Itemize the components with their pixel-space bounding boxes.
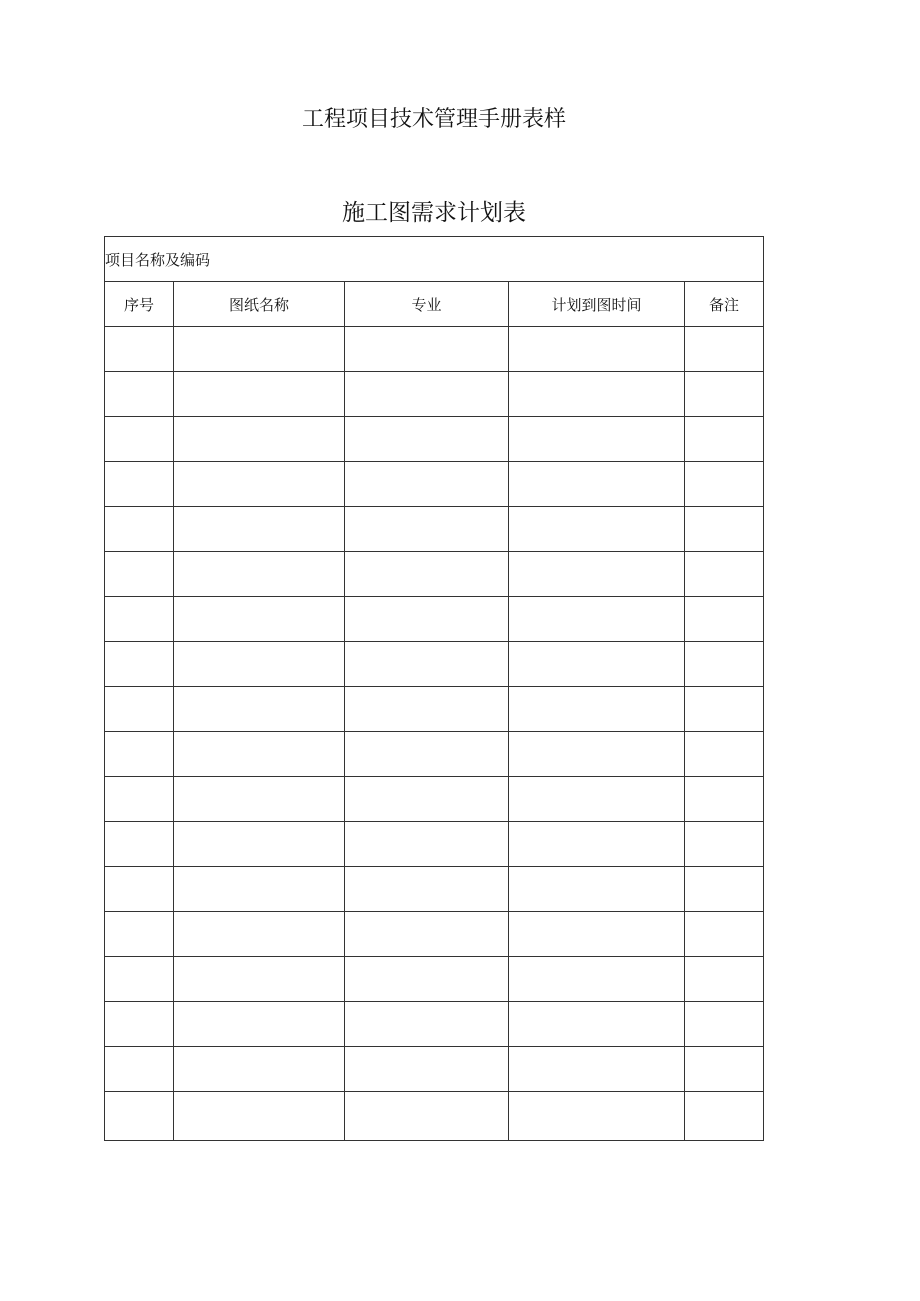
table-row (105, 687, 764, 732)
discipline-cell[interactable] (345, 867, 509, 912)
remarks-cell[interactable] (685, 1047, 764, 1092)
planned-date-cell[interactable] (509, 912, 685, 957)
discipline-cell[interactable] (345, 597, 509, 642)
remarks-cell[interactable] (685, 327, 764, 372)
remarks-cell[interactable] (685, 417, 764, 462)
drawing-name-cell[interactable] (174, 867, 345, 912)
planned-date-cell[interactable] (509, 372, 685, 417)
table-row (105, 417, 764, 462)
index-cell[interactable] (105, 1092, 174, 1141)
table-row (105, 462, 764, 507)
index-cell[interactable] (105, 777, 174, 822)
index-cell[interactable] (105, 462, 174, 507)
form-title: 施工图需求计划表 (342, 200, 526, 226)
project-row (105, 237, 764, 282)
project-name-cell[interactable]: 项目名称及编码 (105, 237, 764, 282)
column-header-discipline: 专业 (345, 282, 509, 327)
discipline-cell[interactable] (345, 777, 509, 822)
table-row (105, 1002, 764, 1047)
document-title: 工程项目技术管理手册表样 (301, 107, 566, 132)
drawing-name-cell[interactable] (174, 507, 345, 552)
discipline-cell[interactable] (345, 327, 509, 372)
index-cell[interactable] (105, 372, 174, 417)
planned-date-cell[interactable] (509, 777, 685, 822)
index-cell[interactable] (105, 1047, 174, 1092)
planned-date-cell[interactable] (509, 552, 685, 597)
planned-date-cell[interactable] (509, 327, 685, 372)
table-row (105, 327, 764, 372)
discipline-cell[interactable] (345, 957, 509, 1002)
discipline-cell[interactable] (345, 1002, 509, 1047)
table-row (105, 822, 764, 867)
discipline-cell[interactable] (345, 822, 509, 867)
index-cell[interactable] (105, 597, 174, 642)
index-cell[interactable] (105, 417, 174, 462)
planned-date-cell[interactable] (509, 1002, 685, 1047)
discipline-cell[interactable] (345, 1092, 509, 1141)
drawing-name-cell[interactable] (174, 1047, 345, 1092)
drawing-name-cell[interactable] (174, 372, 345, 417)
table-row (105, 732, 764, 777)
table-row (105, 642, 764, 687)
planned-date-cell[interactable] (509, 1092, 685, 1141)
planned-date-cell[interactable] (509, 462, 685, 507)
index-cell[interactable] (105, 732, 174, 777)
planned-date-cell[interactable] (509, 417, 685, 462)
remarks-cell[interactable] (685, 552, 764, 597)
planned-date-cell[interactable] (509, 732, 685, 777)
drawing-name-cell[interactable] (174, 822, 345, 867)
drawing-name-cell[interactable] (174, 327, 345, 372)
discipline-cell[interactable] (345, 417, 509, 462)
table-header-row (105, 282, 764, 327)
discipline-cell[interactable] (345, 1047, 509, 1092)
drawing-demand-table (104, 236, 764, 1141)
remarks-cell[interactable] (685, 1092, 764, 1141)
discipline-cell[interactable] (345, 687, 509, 732)
remarks-cell[interactable] (685, 597, 764, 642)
column-header-planned-date: 计划到图时间 (509, 282, 685, 327)
index-cell[interactable] (105, 957, 174, 1002)
index-cell[interactable] (105, 1002, 174, 1047)
column-header-index: 序号 (105, 282, 174, 327)
remarks-cell[interactable] (685, 957, 764, 1002)
index-cell[interactable] (105, 912, 174, 957)
planned-date-cell[interactable] (509, 822, 685, 867)
discipline-cell[interactable] (345, 462, 509, 507)
drawing-name-cell[interactable] (174, 687, 345, 732)
planned-date-cell[interactable] (509, 867, 685, 912)
remarks-cell[interactable] (685, 1002, 764, 1047)
remarks-cell[interactable] (685, 507, 764, 552)
table-row (105, 1047, 764, 1092)
drawing-name-cell[interactable] (174, 1092, 345, 1141)
table-body (105, 237, 764, 1141)
remarks-cell[interactable] (685, 822, 764, 867)
discipline-cell[interactable] (345, 732, 509, 777)
table-row (105, 372, 764, 417)
table-row (105, 912, 764, 957)
column-header-remarks: 备注 (685, 282, 764, 327)
discipline-cell[interactable] (345, 507, 509, 552)
planned-date-cell[interactable] (509, 1047, 685, 1092)
planned-date-cell[interactable] (509, 642, 685, 687)
index-cell[interactable] (105, 642, 174, 687)
table-row (105, 552, 764, 597)
index-cell[interactable] (105, 687, 174, 732)
drawing-name-cell[interactable] (174, 417, 345, 462)
drawing-name-cell[interactable] (174, 552, 345, 597)
index-cell[interactable] (105, 327, 174, 372)
table-row (105, 867, 764, 912)
remarks-cell[interactable] (685, 867, 764, 912)
table-row (105, 597, 764, 642)
remarks-cell[interactable] (685, 642, 764, 687)
drawing-name-cell[interactable] (174, 732, 345, 777)
drawing-name-cell[interactable] (174, 597, 345, 642)
index-cell[interactable] (105, 822, 174, 867)
planned-date-cell[interactable] (509, 687, 685, 732)
remarks-cell[interactable] (685, 912, 764, 957)
drawing-name-cell[interactable] (174, 912, 345, 957)
index-cell[interactable] (105, 552, 174, 597)
drawing-name-cell[interactable] (174, 462, 345, 507)
remarks-cell[interactable] (685, 732, 764, 777)
planned-date-cell[interactable] (509, 507, 685, 552)
remarks-cell[interactable] (685, 687, 764, 732)
discipline-cell[interactable] (345, 912, 509, 957)
table-row (105, 507, 764, 552)
discipline-cell[interactable] (345, 372, 509, 417)
drawing-name-cell[interactable] (174, 957, 345, 1002)
index-cell[interactable] (105, 507, 174, 552)
planned-date-cell[interactable] (509, 597, 685, 642)
drawing-name-cell[interactable] (174, 1002, 345, 1047)
remarks-cell[interactable] (685, 777, 764, 822)
discipline-cell[interactable] (345, 642, 509, 687)
remarks-cell[interactable] (685, 462, 764, 507)
remarks-cell[interactable] (685, 372, 764, 417)
index-cell[interactable] (105, 867, 174, 912)
discipline-cell[interactable] (345, 552, 509, 597)
drawing-name-cell[interactable] (174, 642, 345, 687)
column-header-drawing-name: 图纸名称 (174, 282, 345, 327)
planned-date-cell[interactable] (509, 957, 685, 1002)
drawing-name-cell[interactable] (174, 777, 345, 822)
table-row (105, 957, 764, 1002)
table-row (105, 1092, 764, 1141)
table-row (105, 777, 764, 822)
